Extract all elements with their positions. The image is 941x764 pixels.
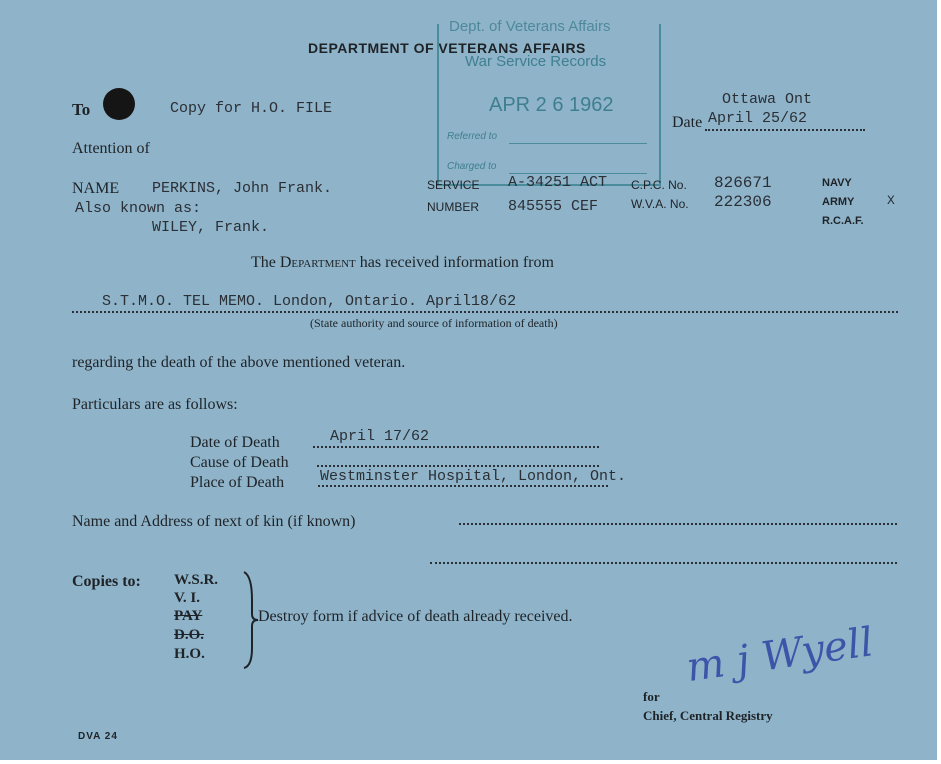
date-of-death-label: Date of Death xyxy=(190,434,280,451)
received-department: Department xyxy=(279,254,356,271)
source-caption: (State authority and source of information of death) xyxy=(310,316,558,330)
received-suffix: has received information from xyxy=(355,254,554,271)
received-stamp xyxy=(437,18,661,186)
regarding-sentence: regarding the death of the above mentioned veteran. xyxy=(72,354,406,371)
punch-hole xyxy=(103,88,135,120)
next-of-kin-label: Name and Address of next of kin (if known) xyxy=(72,513,356,530)
wva-label: W.V.A. No. xyxy=(631,197,689,211)
stamp-referred-label: Referred to xyxy=(447,131,498,142)
place-of-death-value: Westminster Hospital, London, Ont. xyxy=(320,468,627,485)
to-label: To xyxy=(72,100,91,119)
next-of-kin-line-1 xyxy=(459,523,897,525)
signature-handwriting: m j Wyell xyxy=(683,619,877,691)
regimental-number-value: 845555 CEF xyxy=(508,198,599,215)
stamp-dept-line: Dept. of Veterans Affairs xyxy=(449,18,611,35)
copy-do: D.O. xyxy=(174,627,204,643)
name-value: PERKINS, John Frank. xyxy=(152,180,333,197)
name-label: NAME xyxy=(72,180,120,197)
copy-ho: H.O. xyxy=(174,646,205,662)
stamp-referred-line xyxy=(509,143,647,144)
copy-vi: V. I. xyxy=(174,590,200,606)
wva-value: 222306 xyxy=(714,193,772,211)
date-dotted-line xyxy=(705,129,865,131)
cause-of-death-line xyxy=(317,465,599,467)
cpc-label: C.P.C. No. xyxy=(631,178,687,192)
form-code: DVA 24 xyxy=(78,731,118,742)
date-label: Date xyxy=(672,114,703,131)
date-of-death-line xyxy=(313,446,599,448)
branch-army: ARMY xyxy=(822,196,855,208)
stamp-date: APR 2 6 1962 xyxy=(489,94,614,116)
stamp-records-line: War Service Records xyxy=(465,53,607,70)
branch-navy: NAVY xyxy=(822,177,852,189)
service-number-value: A-34251 ACT xyxy=(508,174,608,191)
date-value: April 25/62 xyxy=(708,110,808,127)
branch-rcaf: R.C.A.F. xyxy=(822,215,864,227)
aka-value: WILEY, Frank. xyxy=(152,219,270,236)
attention-label: Attention of xyxy=(72,140,150,157)
next-of-kin-line-2 xyxy=(430,562,897,564)
particulars-heading: Particulars are as follows: xyxy=(72,396,238,413)
cpc-value: 826671 xyxy=(714,174,772,192)
place-of-death-label: Place of Death xyxy=(190,474,285,491)
source-value: S.T.M.O. TEL MEMO. London, Ontario. April18/62 xyxy=(102,293,517,310)
copies-bracket xyxy=(240,570,260,670)
received-sentence xyxy=(251,254,554,272)
signature-title: Chief, Central Registry xyxy=(643,708,773,723)
copies-label: Copies to: xyxy=(72,573,141,590)
stamp-charged-label: Charged to xyxy=(447,161,497,172)
cause-of-death-label: Cause of Death xyxy=(190,454,289,471)
destroy-note: Destroy form if advice of death already received. xyxy=(258,608,573,625)
copy-pay: PAY xyxy=(174,608,203,624)
for-label: for xyxy=(643,689,660,704)
number-label: NUMBER xyxy=(427,200,480,214)
source-dotted-line xyxy=(72,311,898,313)
army-mark: X xyxy=(887,193,895,208)
place-of-death-line xyxy=(318,485,608,487)
copy-wsr: W.S.R. xyxy=(174,572,219,588)
aka-label: Also known as: xyxy=(75,200,202,217)
received-prefix: The xyxy=(251,254,280,271)
place-value: Ottawa Ont xyxy=(722,91,813,108)
service-label: SERVICE xyxy=(427,178,480,192)
form-title: DEPARTMENT OF VETERANS AFFAIRS xyxy=(308,40,586,56)
date-of-death-value: April 17/62 xyxy=(330,428,430,445)
copy-for-file: Copy for H.O. FILE xyxy=(170,100,333,117)
